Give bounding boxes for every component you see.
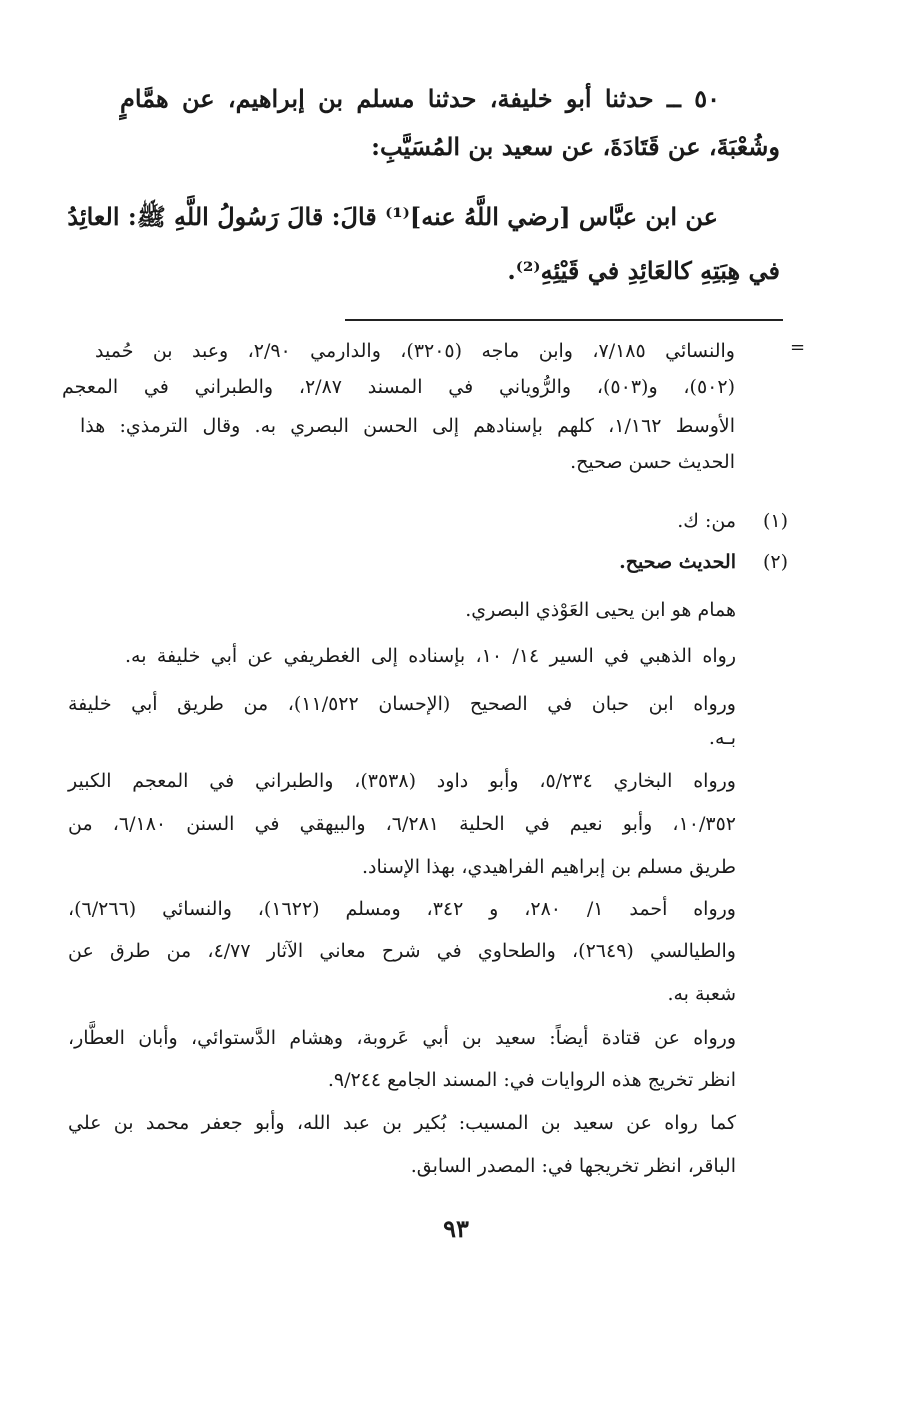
footnote-2-line: ١٠/٣٥٢، وأبو نعيم في الحلية ٦/٢٨١، والبيهقي في السنن ٦/١٨٠، من <box>68 813 736 835</box>
hadith-line-3: عن ابن عبَّاس [رضي اللَّهُ عنه]⁽¹⁾ قالَ: قالَ رَسُولُ اللَّهِ ﷺ: العائِدُ <box>67 202 718 231</box>
footnote-continuation-line: الأوسط ١/١٦٢، كلهم بإسنادهم إلى الحسن البصري به. وقال الترمذي: هذا <box>80 415 735 437</box>
hadith-line-1: ٥٠ ــ حدثنا أبو خليفة، حدثنا مسلم بن إبراهيم، عن همَّامٍ <box>120 84 720 113</box>
footnote-2-line: شعبة به. <box>667 983 736 1005</box>
footnote-1-text: من: ك. <box>677 510 736 532</box>
footnote-2-line: كما رواه عن سعيد بن المسيب: بُكير بن عبد الله، وأبو جعفر محمد بن علي <box>68 1112 736 1134</box>
continuation-mark: = <box>790 337 806 358</box>
footnote-2-line: ورواه البخاري ٥/٢٣٤، وأبو داود (٣٥٣٨)، والطبراني في المعجم الكبير <box>68 770 736 792</box>
page-number: ٩٣ <box>443 1214 469 1243</box>
footnote-2-number: (٢) <box>762 551 788 573</box>
footnote-2-line: والطيالسي (٢٦٤٩)، والطحاوي في شرح معاني الآثار ٤/٧٧، من طرق عن <box>68 940 736 962</box>
footnote-2-line: همام هو ابن يحيى العَوْذي البصري. <box>465 599 736 621</box>
footnote-continuation-line: (٥٠٢)، و(٥٠٣)، والرُّوياني في المسند ٢/٨٧، والطبراني في المعجم <box>62 376 735 398</box>
footnote-2-line: بـه. <box>708 727 736 749</box>
footnote-2-line: انظر تخريج هذه الروايات في: المسند الجامع ٩/٢٤٤. <box>327 1069 736 1091</box>
footnote-2-line: ورواه عن قتادة أيضاً: سعيد بن أبي عَروبة، وهشام الدَّستوائي، وأبان العطَّار، <box>68 1027 736 1049</box>
hadith-line-2: وشُعْبَةَ، عن قَتَادَةَ، عن سعيد بن المُسَيَّبِ: <box>371 132 780 161</box>
footnote-2-line: طريق مسلم بن إبراهيم الفراهيدي، بهذا الإسناد. <box>361 856 736 878</box>
footnote-2-heading: الحديث صحيح. <box>619 551 736 573</box>
footnote-2-line: ورواه ابن حبان في الصحيح (الإحسان ١١/٥٢٢)، من طريق أبي خليفة <box>68 693 736 715</box>
hadith-line-4: في هِبَتِهِ كالعَائِدِ في قَيْئِهِ⁽²⁾. <box>507 256 780 285</box>
footnote-2-line: ورواه أحمد ١/ ٢٨٠، و ٣٤٢، ومسلم (١٦٢٢)، والنسائي (٦/٢٦٦)، <box>68 898 736 920</box>
footnote-continuation-line: الحديث حسن صحيح. <box>570 451 735 473</box>
footnote-separator <box>345 319 783 321</box>
footnote-continuation-line: والنسائي ٧/١٨٥، وابن ماجه (٣٢٠٥)، والدارمي ٢/٩٠، وعبد بن حُميد <box>95 340 735 362</box>
footnote-2-line: رواه الذهبي في السير ١٤/ ١٠، بإسناده إلى الغطريفي عن أبي خليفة به. <box>125 645 736 667</box>
footnote-1-number: (١) <box>762 510 788 532</box>
footnote-2-line: الباقر، انظر تخريجها في: المصدر السابق. <box>410 1155 736 1177</box>
